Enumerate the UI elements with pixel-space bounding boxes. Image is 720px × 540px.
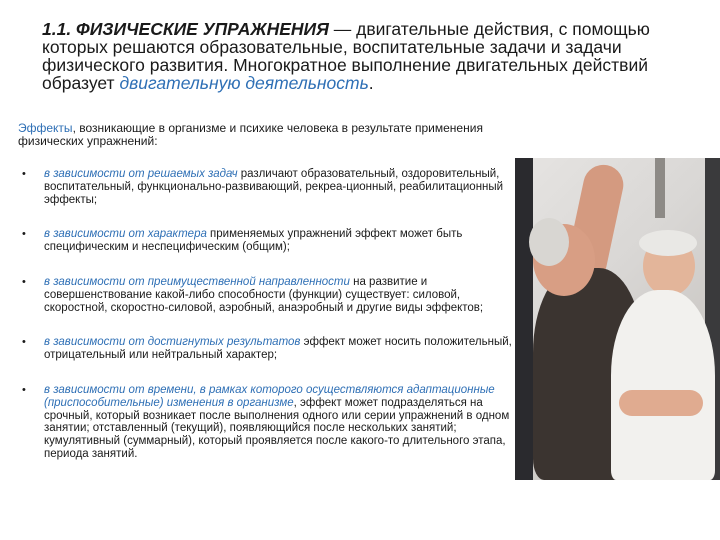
heading-definition: — двигательные действия, с помощью которых решаются образовательные, воспитательные задачи и задачи физического развития. Многократное выполнение двигательных действий образует <box>42 19 650 93</box>
bullet-icon: • <box>22 336 26 349</box>
bullet-text: , эффект может подразделяться на срочный, который возникает после выполнения одного или серии упражнений в одном занятии; отставленный (текущий), появляющийся после нескольких занятий; кумулятивный (суммарный), который проявляется после какого-то длительного этапа, периода занятий. <box>44 396 510 460</box>
list-item <box>22 336 512 362</box>
bullet-condition: в зависимости от характера <box>44 228 207 241</box>
effects-list <box>22 168 512 461</box>
bullet-text: различают образовательный, оздоровительный, воспитательный, функционально-развивающий, рекреа-ционный, реабилитационный эффекты; <box>44 168 504 206</box>
heading-end: . <box>368 73 374 93</box>
list-item <box>22 228 512 254</box>
bullet-condition: в зависимости от решаемых задач <box>44 168 238 180</box>
bullet-icon: • <box>22 228 26 241</box>
list-item <box>22 384 512 461</box>
slide-heading <box>42 20 682 92</box>
heading-highlight: двигательную деятельность <box>119 73 369 93</box>
bullet-text: на развитие и совершенствование какой-либо способности (функции) существует: силовой, скоростной, скоростно-силовой, аэробный, анаэробный и другие виды эффектов; <box>44 275 484 314</box>
bullet-condition: в зависимости от времени, в рамках которого осуществляются адаптационные (приспособительные) изменения в организме <box>44 383 495 409</box>
list-item <box>22 276 512 314</box>
bullet-icon: • <box>22 275 26 288</box>
bullet-condition: в зависимости от преимущественной направленности <box>44 275 350 288</box>
effects-intro-text: , возникающие в организме и психике человека в результате применения физических упражнений: <box>18 121 483 148</box>
heading-title: 1.1. ФИЗИЧЕСКИЕ УПРАЖНЕНИЯ <box>42 19 329 39</box>
effects-intro <box>18 122 498 148</box>
exercise-photo <box>515 158 720 480</box>
bullet-icon: • <box>22 168 26 180</box>
bullet-condition: в зависимости от достигнутых результатов <box>44 336 301 349</box>
list-item <box>22 168 512 206</box>
bullet-text: применяемых упражнений эффект может быть специфическим и неспецифическим (общим); <box>44 228 463 254</box>
bullet-icon: • <box>22 383 26 396</box>
bullet-text: эффект может носить положительный, отрицательный или нейтральный характер; <box>44 336 512 362</box>
effects-lead: Эффекты <box>18 121 73 135</box>
